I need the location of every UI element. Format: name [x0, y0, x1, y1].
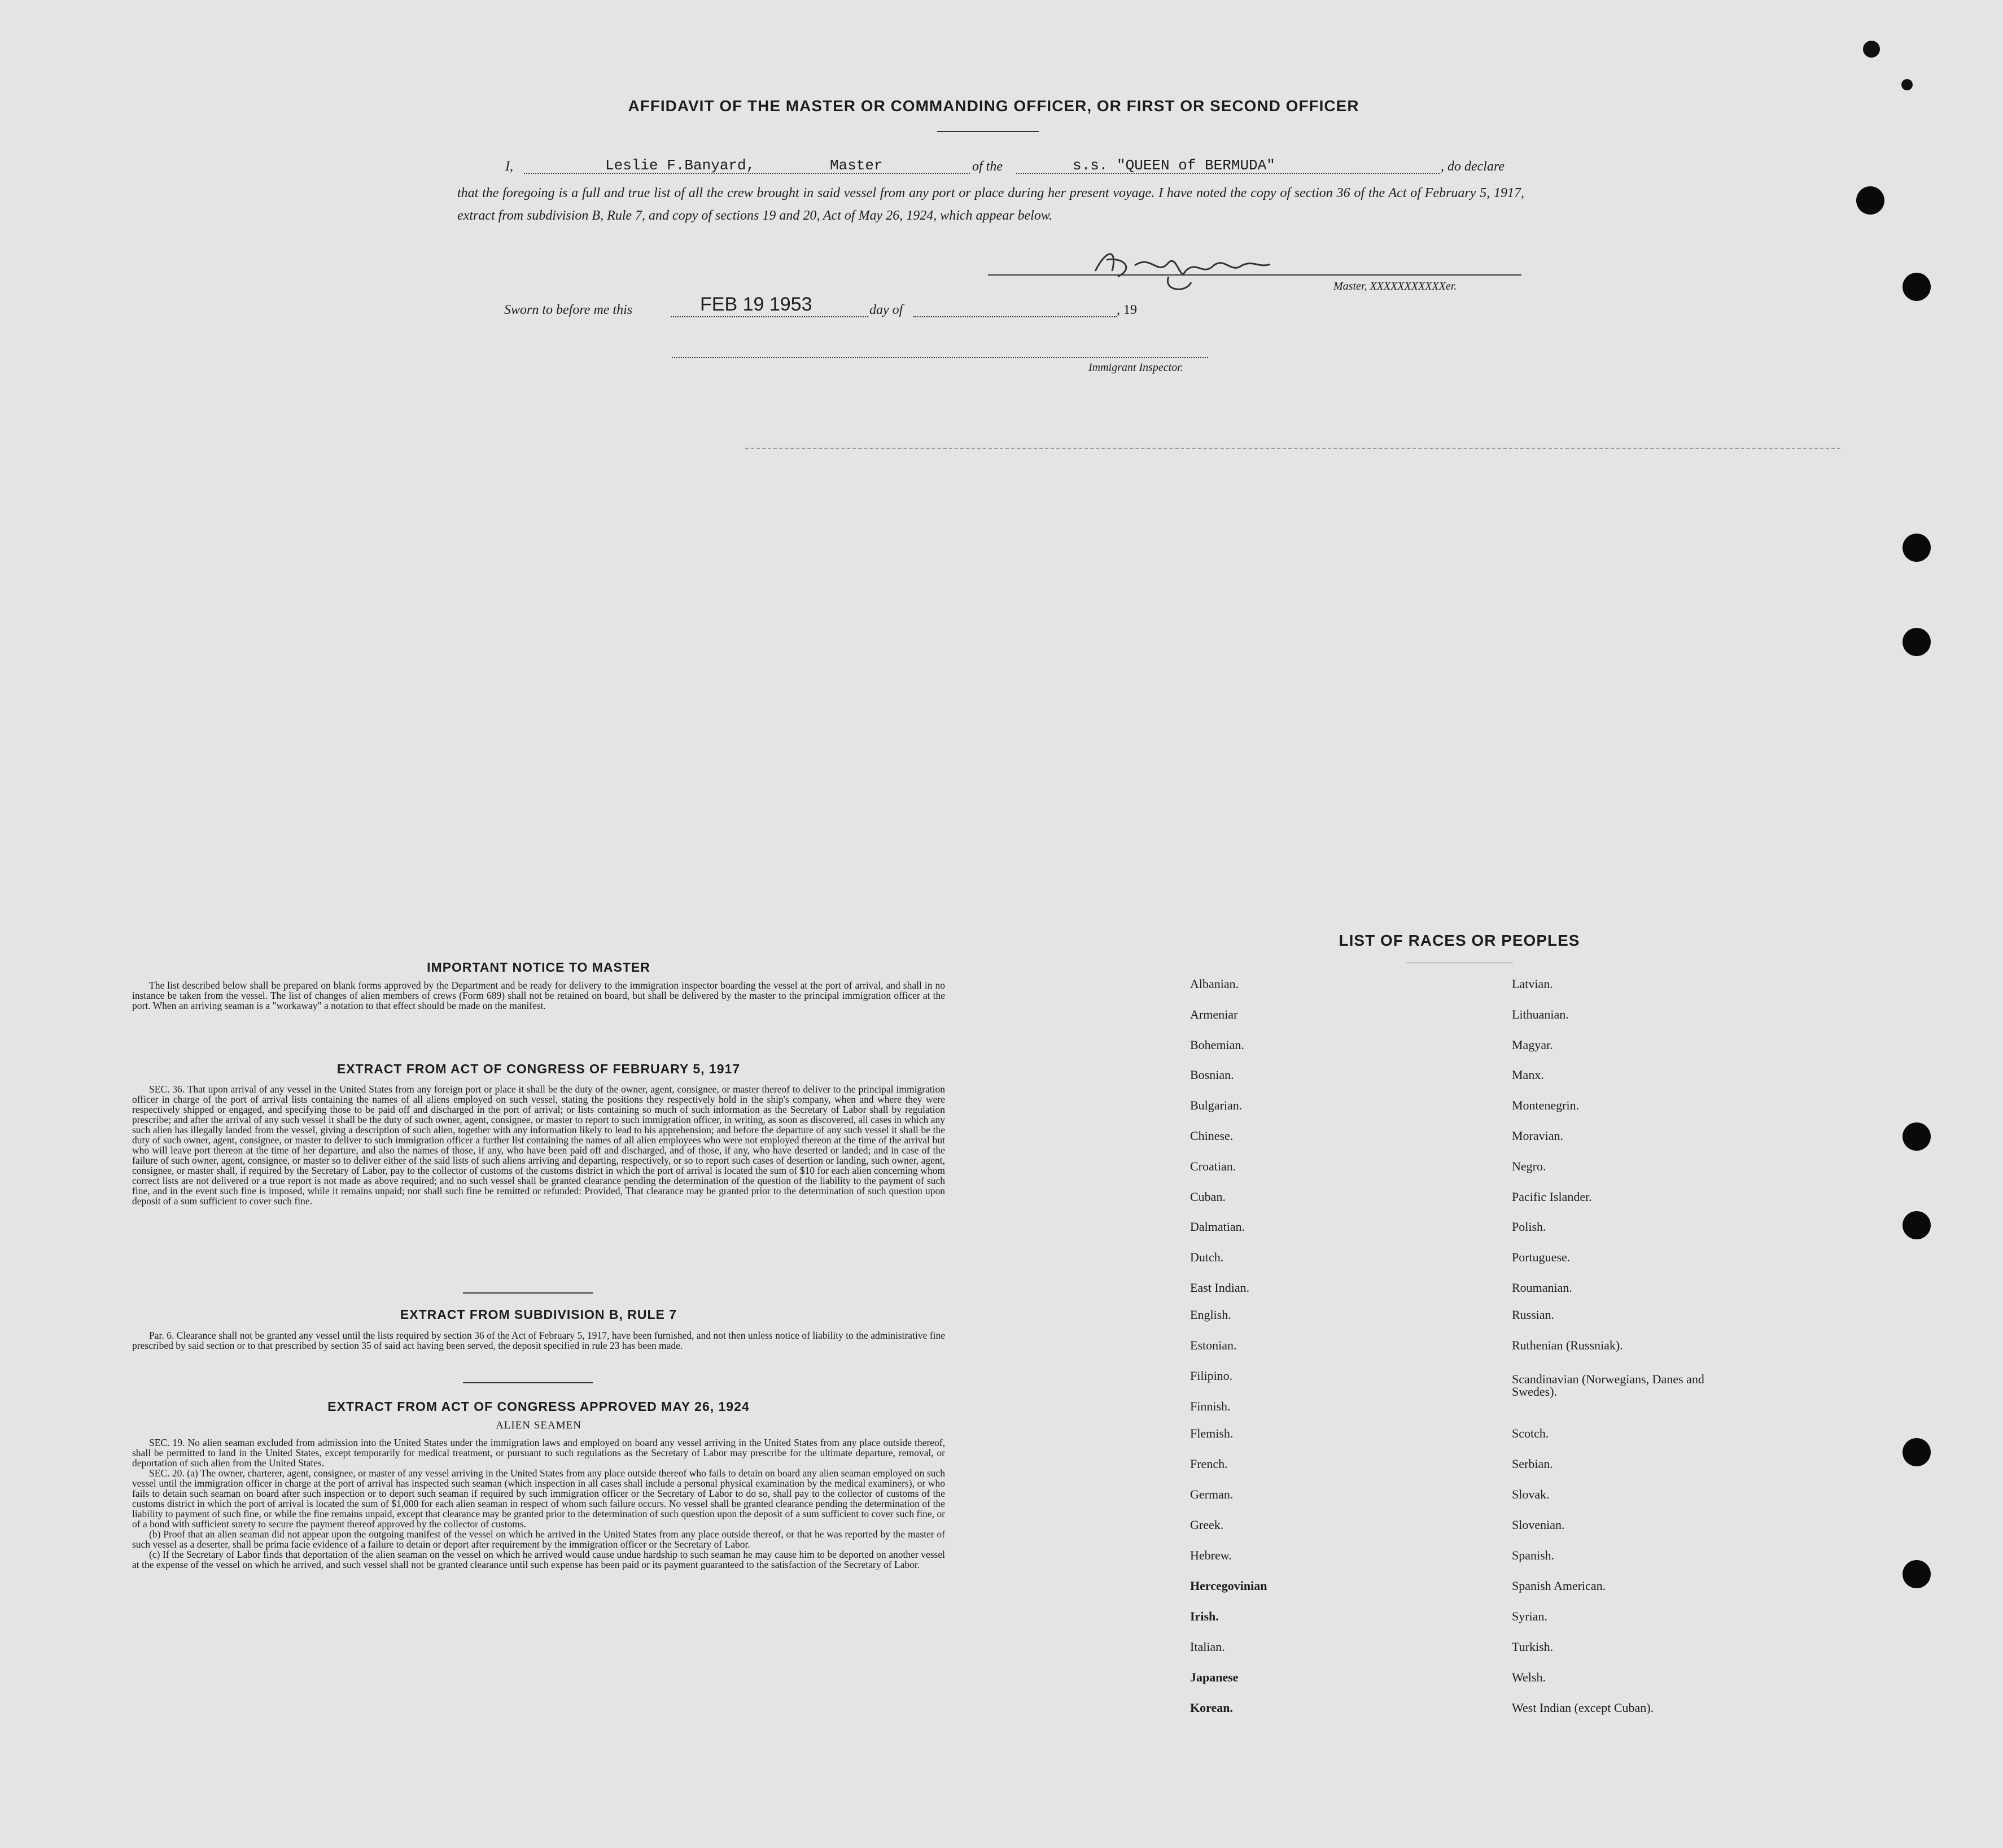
- race-item: Turkish.: [1512, 1640, 1554, 1654]
- divider-rule7: [463, 1292, 593, 1294]
- divider-1924: [463, 1382, 593, 1383]
- race-item: Hercegovinian: [1190, 1579, 1267, 1593]
- alien-seamen-subtitle: ALIEN SEAMEN: [496, 1419, 581, 1431]
- race-item: Armeniar: [1190, 1007, 1238, 1021]
- inspector-caption: Immigrant Inspector.: [1088, 361, 1183, 374]
- race-item: Syrian.: [1512, 1609, 1547, 1623]
- race-item: Montenegrin.: [1512, 1098, 1580, 1112]
- race-item: Bosnian.: [1190, 1068, 1234, 1082]
- race-item: Manx.: [1512, 1068, 1544, 1082]
- inspector-line: [672, 357, 1208, 358]
- master-name: Leslie F.Banyard,: [605, 157, 755, 174]
- race-item: Bohemian.: [1190, 1038, 1244, 1052]
- race-item: Negro.: [1512, 1159, 1546, 1173]
- day-of-label: day of: [869, 303, 903, 317]
- race-item: Roumanian.: [1512, 1281, 1572, 1295]
- of-the-label: of the: [972, 159, 1003, 174]
- race-item: German.: [1190, 1487, 1234, 1501]
- race-item: East Indian.: [1190, 1281, 1250, 1295]
- race-item: Albanian.: [1190, 977, 1239, 991]
- race-item: Croatian.: [1190, 1159, 1236, 1173]
- extract-1917-text: SEC. 36. That upon arrival of any vessel in the United States from any foreign port or place it shall be the duty of the owner, agent, consignee, or master thereof to deliver to the principal immigration officer in charge of the port of arrival lists containing the names of all aliens employed on such vessel, stating the positions they respectively hold in the ship's company, when and where they were respectively shipped or engaged, and specifying those to be paid off and discharged in the port of arrival; or lists containing so much of such information as the Secretary of Labor shall by regulation prescribe; and after the arrival of any such vessel it shall be the duty of such owner, agent, consignee, or master to report to such immigration officer, in writing, as soon as discovered, all cases in which any such alien has illegally landed from the vessel, giving a description of such alien, together with any information likely to lead to his apprehension; and before the departure of any such vessel it shall be the duty of such owner, agent, consignee, or master to deliver to such immigration officer a further list containing the names of all alien employees who were not employed thereon at the time of the arrival but who will leave port thereon at the time of her departure, and also the names of those, if any, who have been paid off and discharged, and of those, if any, who have deserted or landed; and in case of the failure of such owner, agent, consignee, or master so to deliver either of the said lists of such aliens arriving and departing, respectively, or so to report such cases of desertion or landing, such owner, agent, consignee, or master shall, if required by the Secretary of Labor, pay to the collector of customs of the customs district in which the port of arrival is located the sum of $10 for each alien concerning whom correct lists are not delivered or a true report is not made as above required; and no such vessel shall be granted clearance pending the determination of the question of the liability to the payment of such fine, and in the event such fine is imposed, while it remains unpaid; nor shall such fine be remitted or refunded: Provided, That clearance may be granted prior to the determination of such question upon deposit of a sum sufficient to cover such fine.: [132, 1084, 945, 1207]
- binder-hole: [1903, 628, 1931, 656]
- binder-hole: [1856, 186, 1884, 215]
- race-item: Polish.: [1512, 1220, 1546, 1234]
- race-item: Pacific Islander.: [1512, 1190, 1592, 1204]
- binder-hole: [1903, 273, 1931, 301]
- signature-caption: Master, XXXXXXXXXXXer.: [1333, 280, 1457, 292]
- race-item: Flemish.: [1190, 1426, 1234, 1440]
- punch-mark: [1863, 41, 1880, 58]
- declare-label: , do declare: [1441, 159, 1505, 174]
- race-item: Scotch.: [1512, 1426, 1549, 1440]
- faint-column-marks: [745, 448, 1840, 449]
- extract-1917-title: EXTRACT FROM ACT OF CONGRESS OF FEBRUARY 5, 1917: [336, 1061, 741, 1076]
- race-item: Filipino.: [1190, 1369, 1233, 1383]
- races-title: LIST OF RACES OR PEOPLES: [1339, 932, 1580, 949]
- binder-hole: [1903, 1438, 1931, 1466]
- binder-hole: [1903, 534, 1931, 562]
- title-divider: [937, 131, 1039, 132]
- sworn-date-stamp: FEB 19 1953: [700, 294, 812, 315]
- race-item: Russian.: [1512, 1308, 1555, 1322]
- race-item: Ruthenian (Russniak).: [1512, 1338, 1623, 1352]
- race-item: Chinese.: [1190, 1129, 1234, 1143]
- race-item: Spanish.: [1512, 1548, 1555, 1562]
- race-item: Moravian.: [1512, 1129, 1564, 1143]
- binder-hole: [1903, 1211, 1931, 1239]
- race-item: West Indian (except Cuban).: [1512, 1701, 1654, 1715]
- binder-hole: [1903, 1122, 1931, 1151]
- race-item: Irish.: [1190, 1609, 1219, 1623]
- race-item: Dalmatian.: [1190, 1220, 1245, 1234]
- race-item: Dutch.: [1190, 1250, 1224, 1264]
- race-item: Hebrew.: [1190, 1548, 1232, 1562]
- race-item: English.: [1190, 1308, 1231, 1322]
- race-item: Japanese: [1190, 1670, 1239, 1684]
- race-item: Italian.: [1190, 1640, 1225, 1654]
- extract-1924-title: EXTRACT FROM ACT OF CONGRESS APPROVED MAY 26, 1924: [327, 1399, 750, 1414]
- affidavit-i: I,: [505, 159, 513, 174]
- punch-mark: [1901, 79, 1913, 90]
- extract-rule7-title: EXTRACT FROM SUBDIVISION B, RULE 7: [400, 1307, 677, 1322]
- race-item: Lithuanian.: [1512, 1007, 1569, 1021]
- binder-hole: [1903, 1560, 1931, 1588]
- sworn-label: Sworn to before me this: [504, 303, 633, 317]
- month-line: [913, 316, 1117, 317]
- master-signature: [1084, 237, 1321, 299]
- extract-rule7-text: Par. 6. Clearance shall not be granted any vessel until the lists required by section 36 of the Act of February 5, 1917, have been furnished, and not then unless notice of liability to the administrative fine prescribed by said section or to that prescribed by section 35 of said act having been served, the deposit specified in rule 23 has been made.: [132, 1330, 945, 1351]
- master-rank: Master: [830, 157, 883, 174]
- race-item: Estonian.: [1190, 1338, 1237, 1352]
- race-item: Slovenian.: [1512, 1518, 1565, 1532]
- affidavit-title: AFFIDAVIT OF THE MASTER OR COMMANDING OFFICER, OR FIRST OR SECOND OFFICER: [628, 97, 1359, 115]
- race-item: Greek.: [1190, 1518, 1224, 1532]
- notice-text: The list described below shall be prepared on blank forms approved by the Department and be ready for delivery to the immigration inspector boarding the vessel at the port of arrival, and shall in no instance be taken from the vessel. The list of changes of alien members of crews (Form 689) shall not be retained on board, but shall be delivered by the master to the principal immigration officer at the port. When an arriving seaman is a "workaway" a notation to that effect should be made on the manifest.: [132, 980, 945, 1011]
- race-item: Finnish.: [1190, 1399, 1231, 1413]
- race-item: Cuban.: [1190, 1190, 1226, 1204]
- notice-title: IMPORTANT NOTICE TO MASTER: [427, 960, 650, 975]
- extract-1924-text: SEC. 19. No alien seaman excluded from admission into the United States under the immigration laws and employed on board any vessel arriving in the United States from any place outside thereof, shall be permitted to land in the United States, except temporarily for medical treatment, or pursuant to such regulations as the Secretary of Labor may prescribe for the ultimate departure, removal, or deportation of such alien from the United States. SEC. 20. (a) The owner, charterer, agent, consignee, or master of any vessel arriving in the United States from any place outside thereof who fails to detain on board any alien seaman employed on such vessel until the immigration officer in charge at the port of arrival has inspected such seaman (which inspection in all cases shall include a personal physical examination by the medical examiners), or who fails to detain such seaman on board after such inspection or to deport such seaman if required by such immigration officer or the Secretary of Labor to do so, shall pay to the collector of customs of the customs district in which the port of arrival is located the sum of $1,000 for each alien seaman in respect of whom such failure occurs. No vessel shall be granted clearance pending the determination of the liability to payment of such fine, or while the fine remains unpaid, except that clearance may be granted prior to the determination of such question upon the deposit of a sum sufficient to cover such fine, or of a bond with sufficient surety to secure the payment thereof approved by the collector of customs. (b) Proof that an alien seaman did not appear upon the outgoing manifest of the vessel on which he arrived in the United States from any place outside thereof, or that he was reported by the master of such vessel as a deserter, shall be prima facie evidence of a failure to detain or deport after requirement by the immigration officer or the Secretary of Labor. (c) If the Secretary of Labor finds that deportation of the alien seaman on the vessel on which he arrived would cause undue hardship to such seaman he may cause him to be deported on another vessel at the expense of the vessel on which he arrived, and such vessel shall not be granted clearance until such expense has been paid or its payment guaranteed to the satisfaction of the Secretary of Labor.: [132, 1437, 945, 1570]
- affidavit-body: that the foregoing is a full and true list of all the crew brought in said vessel from any port or place during her present voyage. I have noted the copy of section 36 of the Act of February 5, 1917, extract from subdivision B, Rule 7, and copy of sections 19 and 20, Act of May 26, 1924, which appear below.: [457, 186, 1524, 223]
- race-item: Welsh.: [1512, 1670, 1546, 1684]
- race-item: Magyar.: [1512, 1038, 1553, 1052]
- race-item: Serbian.: [1512, 1457, 1553, 1471]
- race-item: Scandinavian (Norwegians, Danes and Swedes).: [1512, 1372, 1704, 1399]
- race-item: Portuguese.: [1512, 1250, 1571, 1264]
- race-item: Latvian.: [1512, 977, 1553, 991]
- race-item: Korean.: [1190, 1701, 1233, 1715]
- race-item: Slovak.: [1512, 1487, 1550, 1501]
- race-item: Spanish American.: [1512, 1579, 1606, 1593]
- race-item: Bulgarian.: [1190, 1098, 1243, 1112]
- vessel-name: s.s. "QUEEN of BERMUDA": [1073, 157, 1275, 174]
- race-item: French.: [1190, 1457, 1228, 1471]
- year-prefix: , 19: [1117, 303, 1137, 317]
- sworn-day-line: [671, 316, 868, 317]
